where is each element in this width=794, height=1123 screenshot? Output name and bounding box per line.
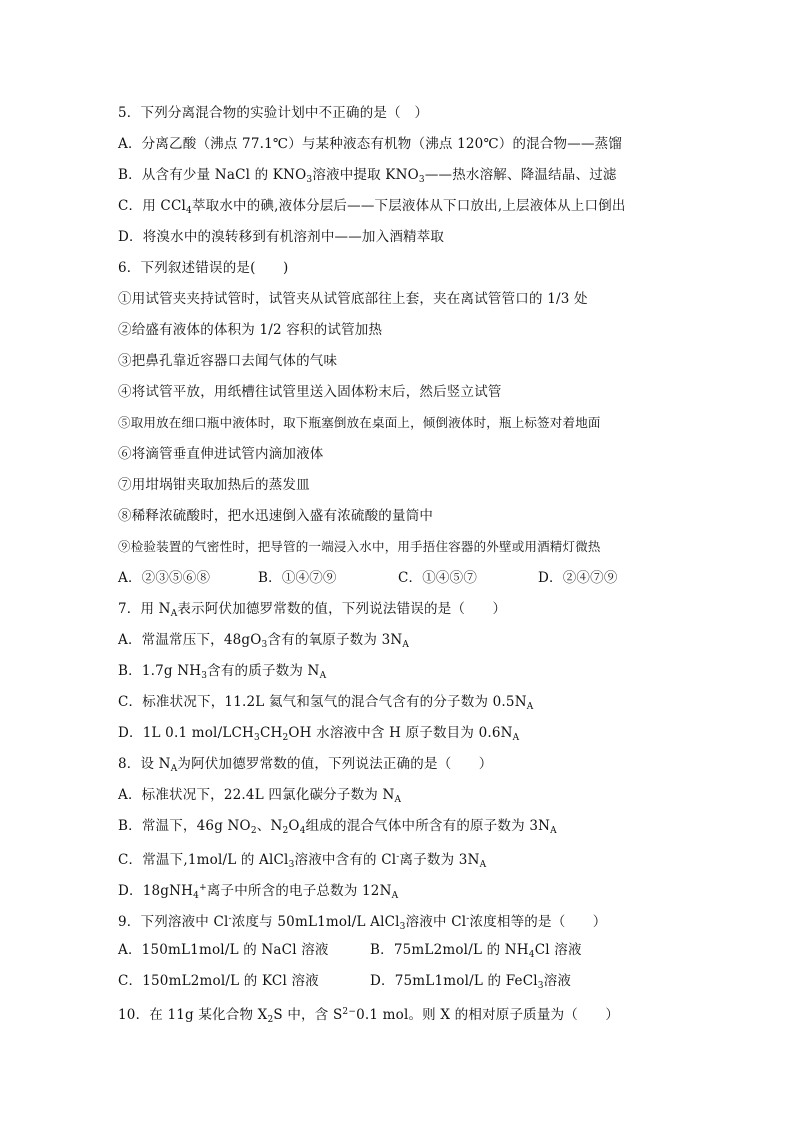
q9-option-d: D．75mL1mol/L 的 FeCl$_3$溶液 bbox=[370, 973, 572, 991]
q5-option-c: C．用 CCl$_4$萃取水中的碘,液体分层后——下层液体从下口放出,上层液体从上口倒出 bbox=[118, 198, 626, 216]
q8-option-c: C．常温下,1mol/L 的 AlCl$_3$溶液中含有的 Cl-离子数为 $3N_A$ bbox=[118, 852, 487, 870]
q7-stem: 7．用 $N_A$表示阿伏加德罗常数的值，下列说法错误的是（ ） bbox=[118, 601, 507, 619]
q6-item-1: ①用试管夹夹持试管时，试管夹从试管底部往上套，夹在离试管管口的 1/3 处 bbox=[118, 291, 588, 307]
q8-option-d: D．18gNH$_4$+离子中所含的电子总数为 $12N_A$ bbox=[118, 883, 399, 901]
q6-option-c: C．①④⑤⑦ bbox=[398, 570, 478, 586]
q6-options bbox=[118, 569, 678, 587]
q6-item-5: ⑤取用放在细口瓶中液体时，取下瓶塞倒放在桌面上，倾倒液体时，瓶上标签对着地面 bbox=[118, 415, 601, 430]
q9-option-b: B．75mL2mol/L 的 $NH_4Cl$ 溶液 bbox=[370, 942, 582, 960]
q6-option-d: D．②④⑦⑨ bbox=[538, 570, 618, 586]
q7-option-b: B．1.7g $NH_3$含有的质子数为 $N_A$ bbox=[118, 663, 327, 681]
q9-option-c: C．150mL2mol/L 的 KCl 溶液 bbox=[118, 973, 319, 989]
q6-option-a: A．②③⑤⑥⑧ bbox=[118, 570, 211, 586]
q5-option-d: D．将溴水中的溴转移到有机溶剂中——加入酒精萃取 bbox=[118, 229, 445, 245]
q6-stem: 6．下列叙述错误的是( ) bbox=[118, 260, 289, 276]
q5-option-a: A．分离乙酸（沸点 77.1℃）与某种液态有机物（沸点 120℃）的混合物——蒸馏 bbox=[118, 136, 623, 152]
q6-item-7: ⑦用坩埚钳夹取加热后的蒸发皿 bbox=[118, 477, 310, 493]
q6-item-6: ⑥将滴管垂直伸进试管内滴加液体 bbox=[118, 446, 324, 462]
q6-item-4: ④将试管平放，用纸槽往试管里送入固体粉末后，然后竖立试管 bbox=[118, 384, 502, 400]
q5-stem: 5．下列分离混合物的实验计划中不正确的是（ ） bbox=[118, 105, 429, 121]
q6-item-8: ⑧稀释浓硫酸时，把水迅速倒入盛有浓硫酸的量筒中 bbox=[118, 508, 434, 524]
q7-option-c: C．标准状况下，11.2L 氦气和氢气的混合气含有的分子数为 $0.5N_A$ bbox=[118, 694, 534, 712]
q8-option-b: B．常温下，46g $NO_2$、$N_2O_4$组成的混合气体中所含有的原子数为 $3N_A$ bbox=[118, 818, 557, 836]
q7-option-d: D．1L 0.1 mol/$LCH_3CH_2OH$ 水溶液中含 H 原子数目为 $0.6N_A$ bbox=[118, 725, 520, 743]
q6-option-b: B．①④⑦⑨ bbox=[258, 570, 337, 586]
q6-item-2: ②给盛有液体的体积为 1/2 容积的试管加热 bbox=[118, 322, 383, 338]
q9-stem: 9．下列溶液中 Cl-浓度与 50mL1mol/L AlCl$_3$溶液中 Cl-浓度相等的是（ ） bbox=[118, 914, 607, 932]
q6-item-3: ③把鼻孔靠近容器口去闻气体的气味 bbox=[118, 353, 338, 369]
q8-stem: 8．设 $N_A$为阿伏加德罗常数的值，下列说法正确的是（ ） bbox=[118, 756, 493, 774]
q8-option-a: A．标准状况下，22.4L 四氯化碳分子数为 $N_A$ bbox=[118, 787, 402, 805]
q5-option-b: B．从含有少量 NaCl 的 $KNO_3$溶液中提取 $KNO_3——$热水溶解、降温结晶、过滤 bbox=[118, 167, 617, 185]
q9-options-row-2 bbox=[118, 972, 678, 990]
q9-option-a: A．150mL1mol/L 的 NaCl 溶液 bbox=[118, 942, 329, 958]
q10-stem: 10．在 11g 某化合物 $X_2S$ 中，含 $S^{2-}0.1$ mol。则 X 的相对原子质量为（ ） bbox=[118, 1007, 620, 1025]
q9-options-row-1 bbox=[118, 941, 678, 959]
q6-item-9: ⑨检验装置的气密性时，把导管的一端浸入水中，用手捂住容器的外壁或用酒精灯微热 bbox=[118, 539, 601, 554]
q7-option-a: A．常温常压下，$48gO_3$含有的氧原子数为 $3N_A$ bbox=[118, 632, 410, 650]
